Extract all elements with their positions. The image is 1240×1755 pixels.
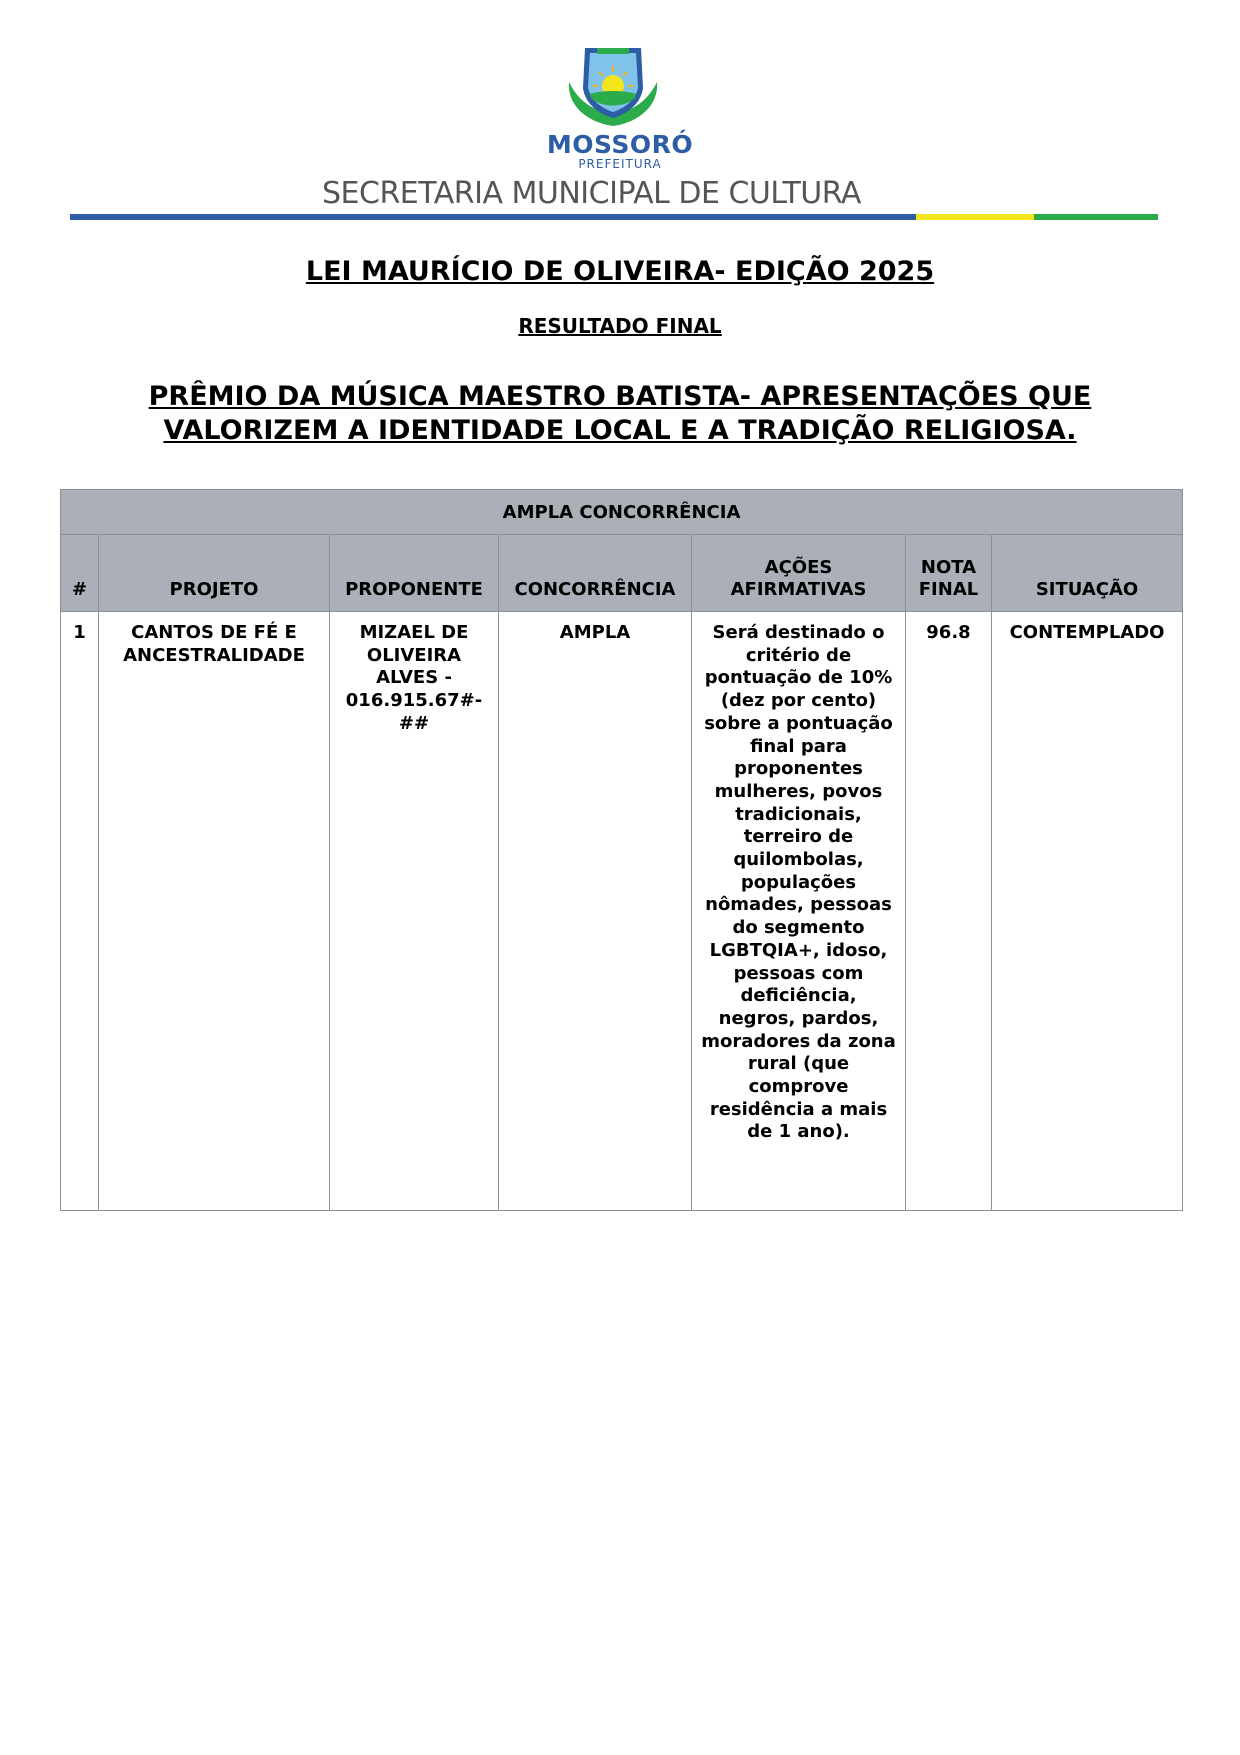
letterhead: [0, 0, 1240, 230]
column-header-situacao: SITUAÇÃO: [992, 535, 1183, 612]
prize-heading: [90, 380, 1150, 448]
row-projeto: CANTOS DE FÉ E ANCESTRALIDADE: [99, 612, 330, 1211]
row-nota-final: 96.8: [906, 612, 992, 1211]
column-header-proponente: PROPONENTE: [330, 535, 499, 612]
brand-name: MOSSORÓ: [546, 130, 694, 159]
stripe-yellow: [916, 214, 1034, 220]
row-situacao: CONTEMPLADO: [992, 612, 1183, 1211]
group-header: AMPLA CONCORRÊNCIA: [61, 490, 1183, 535]
brand-subtitle: PREFEITURA: [578, 157, 662, 171]
row-number: 1: [61, 612, 99, 1211]
mossoro-crest-icon: [563, 42, 663, 128]
column-header-acoes-afirmativas: AÇÕES AFIRMATIVAS: [692, 535, 906, 612]
document-subtitle: RESULTADO FINAL: [518, 314, 722, 338]
prize-heading-line-1: PRÊMIO DA MÚSICA MAESTRO BATISTA- APRESENTAÇÕES QUE: [148, 381, 1092, 412]
department-name: SECRETARIA MUNICIPAL DE CULTURA: [322, 176, 861, 211]
stripe-blue: [70, 214, 916, 220]
results-table: [60, 489, 1183, 1211]
column-header-concorrencia: CONCORRÊNCIA: [499, 535, 692, 612]
table-group-header-row: [61, 490, 1183, 535]
column-header-number: #: [61, 535, 99, 612]
stripe-green: [1034, 214, 1158, 220]
row-concorrencia: AMPLA: [499, 612, 692, 1211]
table-row: [61, 612, 1183, 1211]
row-acoes-afirmativas: Será destinado o critério de pontuação de 10% (dez por cento) sobre a pontuação final para proponentes mulheres, povos tradicionais, terreiro de quilombolas, populações nômades, pessoas do segmento LGBTQIA+, idoso, pessoas com deficiência, negros, pardos, moradores da zona rural (que comprove residência a mais de 1 ano).: [692, 612, 906, 1211]
document-title: LEI MAURÍCIO DE OLIVEIRA- EDIÇÃO 2025: [305, 256, 935, 287]
prize-heading-line-2: VALORIZEM A IDENTIDADE LOCAL E A TRADIÇÃO RELIGIOSA.: [163, 415, 1077, 446]
row-proponente: MIZAEL DE OLIVEIRA ALVES - 016.915.67#-##: [330, 612, 499, 1211]
column-header-projeto: PROJETO: [99, 535, 330, 612]
column-header-nota-final: NOTA FINAL: [906, 535, 992, 612]
table-header-row: [61, 535, 1183, 612]
